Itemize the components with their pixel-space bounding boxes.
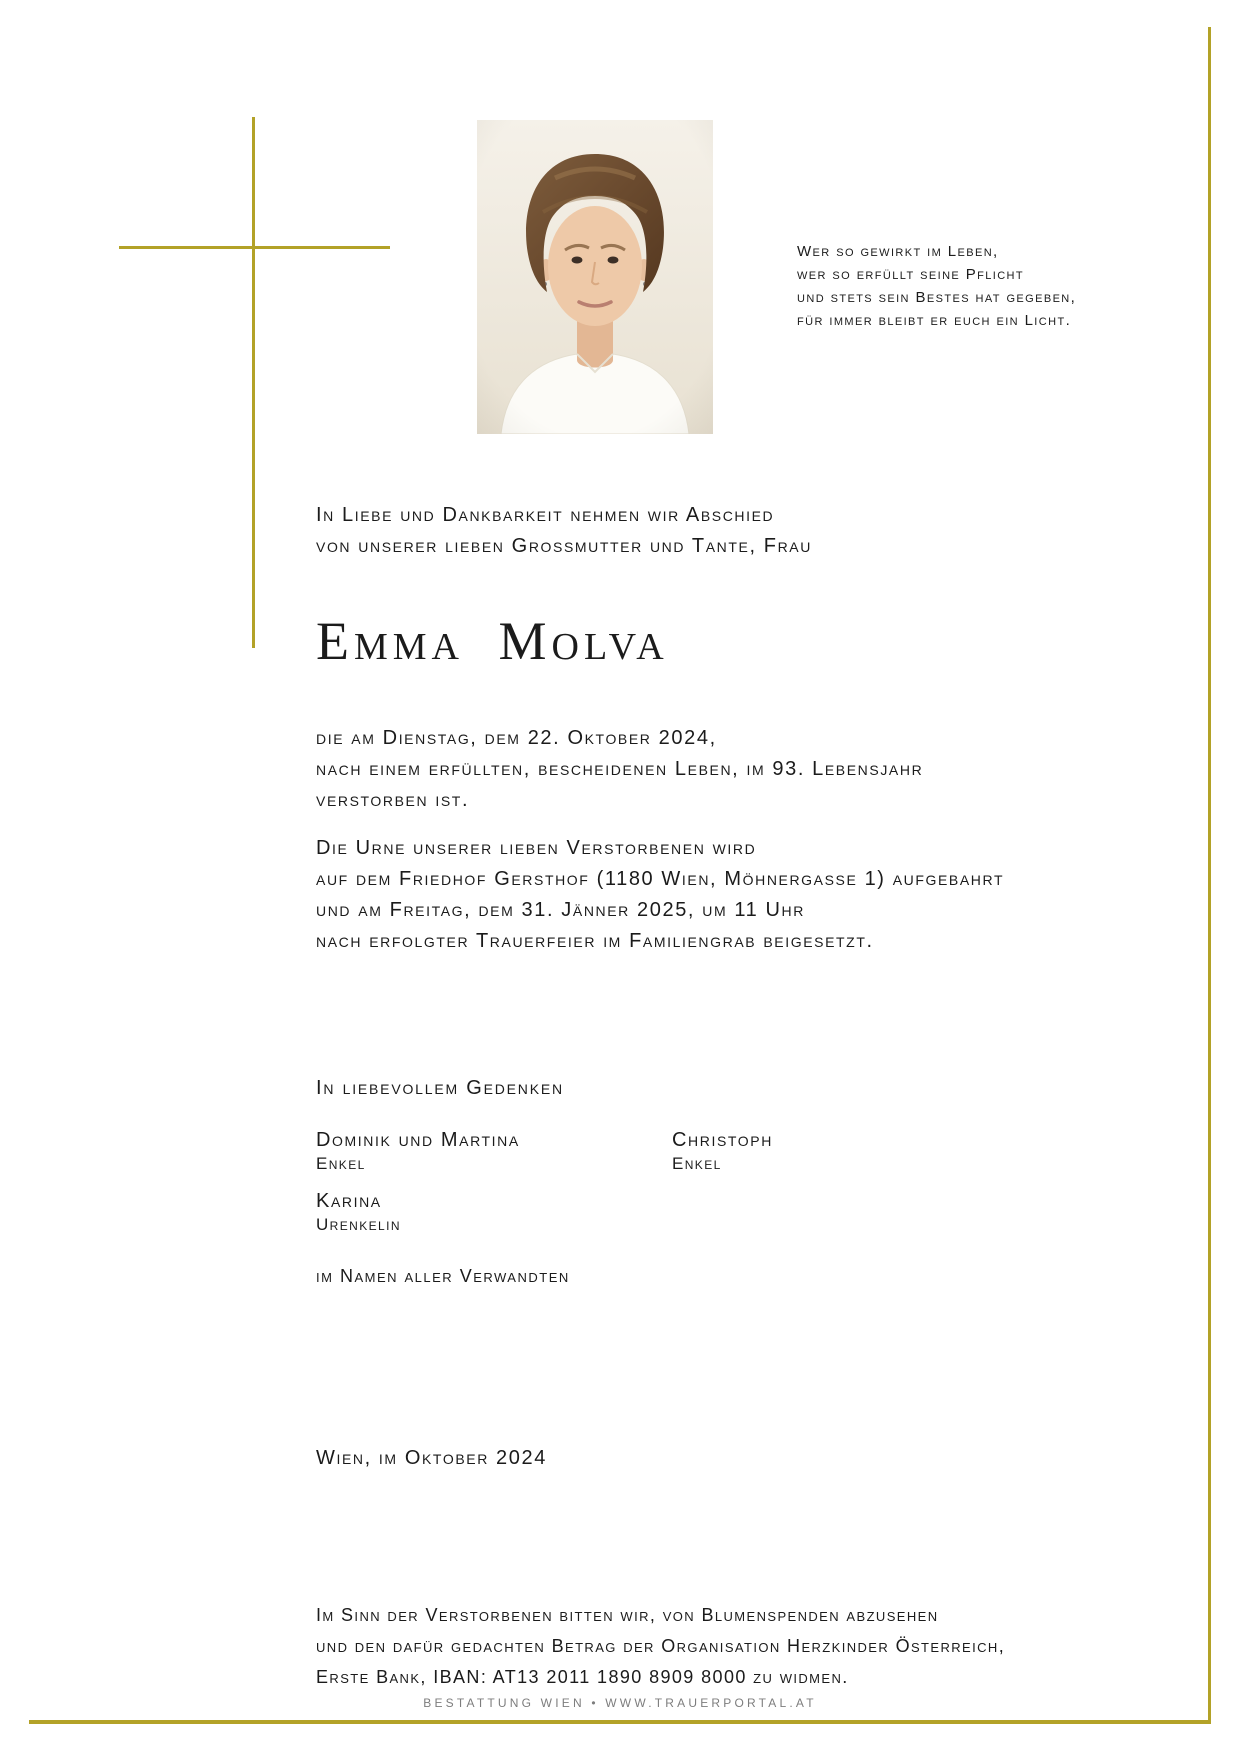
remembrance-closing: im Namen aller Verwandten	[316, 1266, 570, 1286]
intro-line: In Liebe und Dankbarkeit nehmen wir Abschied	[316, 504, 775, 526]
memorial-verse	[797, 240, 1076, 332]
mourner-entry	[672, 1128, 773, 1175]
verse-line: und stets sein Bestes hat gegeben,	[797, 289, 1077, 306]
death-info	[316, 723, 923, 816]
remembrance-heading: In liebevollem Gedenken	[316, 1077, 564, 1099]
death-info-line: verstorben ist.	[316, 789, 470, 811]
burial-info-line: nach erfolgter Trauerfeier im Familiengrab beigesetzt.	[316, 930, 874, 952]
mourner-name: Dominik und Martina	[316, 1129, 520, 1151]
burial-info-line: und am Freitag, dem 31. Jänner 2025, um 11 Uhr	[316, 899, 805, 921]
verse-line: wer so erfüllt seine Pflicht	[797, 266, 1025, 283]
mourner-entry	[316, 1189, 401, 1236]
place-date: Wien, im Oktober 2024	[316, 1447, 547, 1469]
burial-info-line: auf dem Friedhof Gersthof (1180 Wien, Möhnergasse 1) aufgebahrt	[316, 868, 1005, 890]
deceased-name: Emma Molva	[316, 611, 669, 671]
donation-note-line: Im Sinn der Verstorbenen bitten wir, von Blumenspenden abzusehen	[316, 1605, 939, 1625]
mourner-relation: Urenkelin	[316, 1215, 401, 1234]
donation-note-line: Erste Bank, IBAN: AT13 2011 1890 8909 8000 zu widmen.	[316, 1667, 849, 1687]
death-info-line: die am Dienstag, dem 22. Oktober 2024,	[316, 727, 717, 749]
death-info-line: nach einem erfüllten, bescheidenen Leben, im 93. Lebensjahr	[316, 758, 924, 780]
page-border-right	[1208, 27, 1211, 1723]
cross-vertical-bar	[252, 117, 255, 648]
mourner-name: Christoph	[672, 1129, 773, 1151]
mourner-relation: Enkel	[672, 1154, 722, 1173]
footer-publisher: BESTATTUNG WIEN • WWW.TRAUERPORTAL.AT	[423, 1696, 817, 1710]
intro-line: von unserer lieben Grossmutter und Tante, Frau	[316, 535, 812, 557]
burial-info-line: Die Urne unserer lieben Verstorbenen wird	[316, 837, 757, 859]
announcement-intro	[316, 500, 812, 562]
mourner-entry	[316, 1128, 520, 1175]
mourner-relation: Enkel	[316, 1154, 366, 1173]
verse-line: Wer so gewirkt im Leben,	[797, 243, 999, 260]
page-border-bottom	[29, 1720, 1211, 1724]
verse-line: für immer bleibt er euch ein Licht.	[797, 312, 1072, 329]
burial-info	[316, 833, 1004, 957]
portrait-photo	[477, 120, 713, 434]
donation-note-line: und den dafür gedachten Betrag der Organisation Herzkinder Österreich,	[316, 1636, 1006, 1656]
mourner-name: Karina	[316, 1190, 382, 1212]
donation-note	[316, 1600, 1005, 1693]
cross-horizontal-bar	[119, 246, 390, 249]
